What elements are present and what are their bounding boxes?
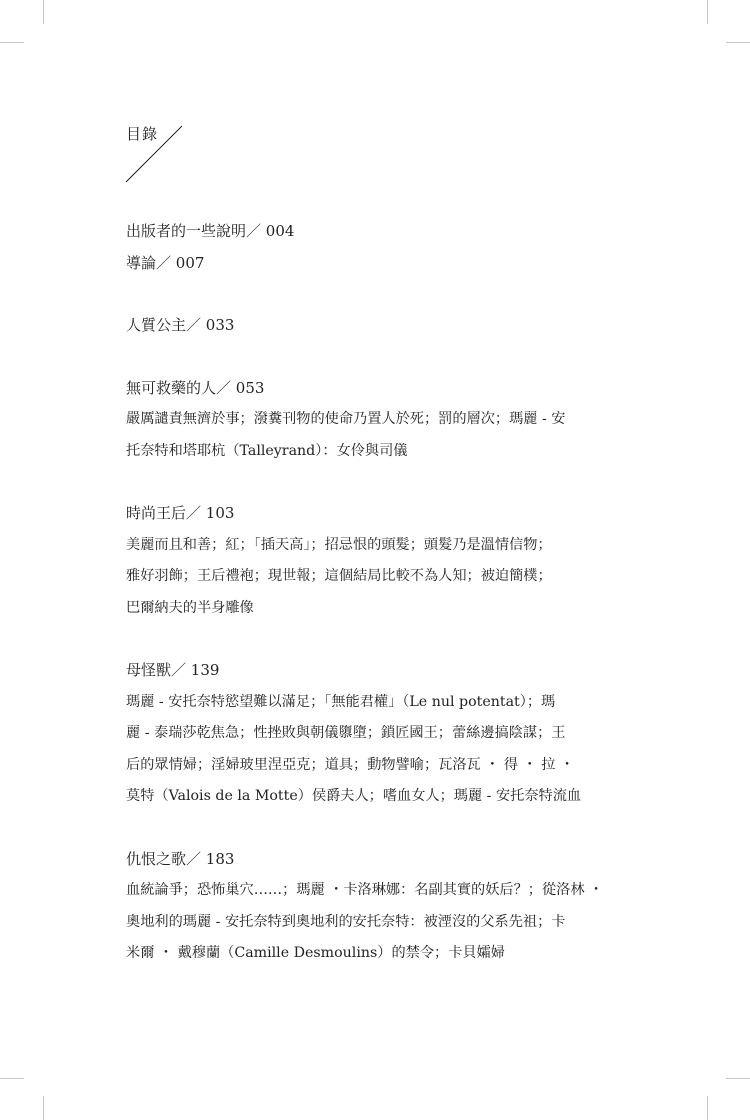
chapter-name: 無可救藥的人	[126, 378, 217, 397]
chapter-title	[126, 655, 616, 687]
page-number: 007	[175, 253, 205, 272]
toc-chapter	[126, 373, 616, 468]
chapter-subtopics-line: 美麗而且和善；紅；「插天高」；招忌恨的頭髮；頭髮乃是溫情信物；	[126, 536, 552, 553]
toc-chapter	[126, 498, 616, 624]
chapter-name: 仇恨之歌	[126, 849, 187, 868]
separator-slash: ／	[246, 222, 266, 240]
chapter-title	[126, 373, 616, 405]
chapter-subtopics-line: 奧地利的瑪麗 - 安托奈特到奧地利的安托奈特：被湮沒的父系先祖；卡	[126, 913, 566, 930]
chapter-title	[126, 498, 616, 530]
crop-mark	[726, 42, 750, 43]
toc-chapter	[126, 655, 616, 813]
page-number: 053	[235, 378, 265, 397]
toc-chapter	[126, 216, 616, 279]
chapter-title	[126, 248, 616, 280]
chapter-title	[126, 844, 616, 876]
chapter-subtopics-line: 雅好羽飾；王后禮袍；現世報；這個結局比較不為人知；被迫簡樸；	[126, 568, 552, 584]
page-number: 033	[205, 316, 235, 334]
crop-mark	[707, 0, 708, 24]
chapter-name: 人質公主	[126, 316, 187, 334]
chapter-subtopics-line: 嚴厲譴責無濟於事；潑糞刊物的使命乃置人於死；罰的層次；瑪麗 - 安	[126, 411, 566, 427]
separator-slash: ／	[186, 316, 206, 334]
chapter-subtopics-line: 米爾 ・ 戴穆蘭（Camille Desmoulins）的禁令；卡貝孀婦	[126, 945, 505, 961]
chapter-subtopics-line: 麗 - 泰瑞莎乾焦急；性挫敗與朝儀隳墮；鎖匠國王；蕾絲邊搞陰謀；王	[126, 725, 566, 741]
chapter-title	[126, 216, 616, 248]
slash-ornament	[124, 124, 186, 186]
separator-slash: ／	[156, 253, 176, 272]
crop-mark	[43, 0, 44, 24]
chapter-subtopics-line: 血統論爭；恐怖巢穴……；瑪麗 ・卡洛琳娜：名副其實的妖后？；從洛林 ・	[126, 882, 604, 898]
page-number: 103	[205, 504, 235, 522]
crop-mark	[0, 1078, 24, 1079]
crop-mark	[707, 1096, 708, 1120]
table-of-contents	[126, 216, 616, 1001]
chapter-subtopics-line: 瑪麗 - 安托奈特慾望難以滿足；「無能君權」（Le nul potentat）；瑪	[126, 693, 556, 710]
chapter-subtopics-line: 托奈特和塔耶杭（Talleyrand）：女伶與司儀	[126, 442, 408, 459]
toc-chapter	[126, 844, 616, 970]
page-number: 139	[190, 661, 220, 679]
separator-slash: ／	[216, 378, 236, 397]
separator-slash: ／	[186, 504, 206, 522]
toc-chapter	[126, 310, 616, 342]
chapter-title	[126, 310, 616, 342]
chapter-name: 導論	[126, 253, 157, 272]
chapter-name: 母怪獸	[126, 661, 172, 679]
page-title: 目錄	[126, 125, 159, 143]
separator-slash: ／	[171, 661, 191, 679]
chapter-subtopics-line: 后的眾情婦；淫婦玻里涅亞克；道具；動物譬喻；瓦洛瓦 ・ 得 ・ 拉 ・	[126, 756, 575, 773]
chapter-subtopics-line: 莫特（Valois de la Motte）侯爵夫人；嗜血女人；瑪麗 - 安托奈特流血	[126, 788, 582, 804]
chapter-name: 出版者的一些說明	[126, 222, 247, 240]
crop-mark	[0, 42, 24, 43]
page-number: 183	[205, 849, 235, 868]
crop-mark	[43, 1096, 44, 1120]
separator-slash: ／	[186, 849, 206, 868]
chapter-subtopics-line: 巴爾納夫的半身雕像	[126, 599, 254, 616]
page-number: 004	[265, 222, 295, 240]
crop-mark	[726, 1078, 750, 1079]
chapter-name: 時尚王后	[126, 504, 187, 522]
